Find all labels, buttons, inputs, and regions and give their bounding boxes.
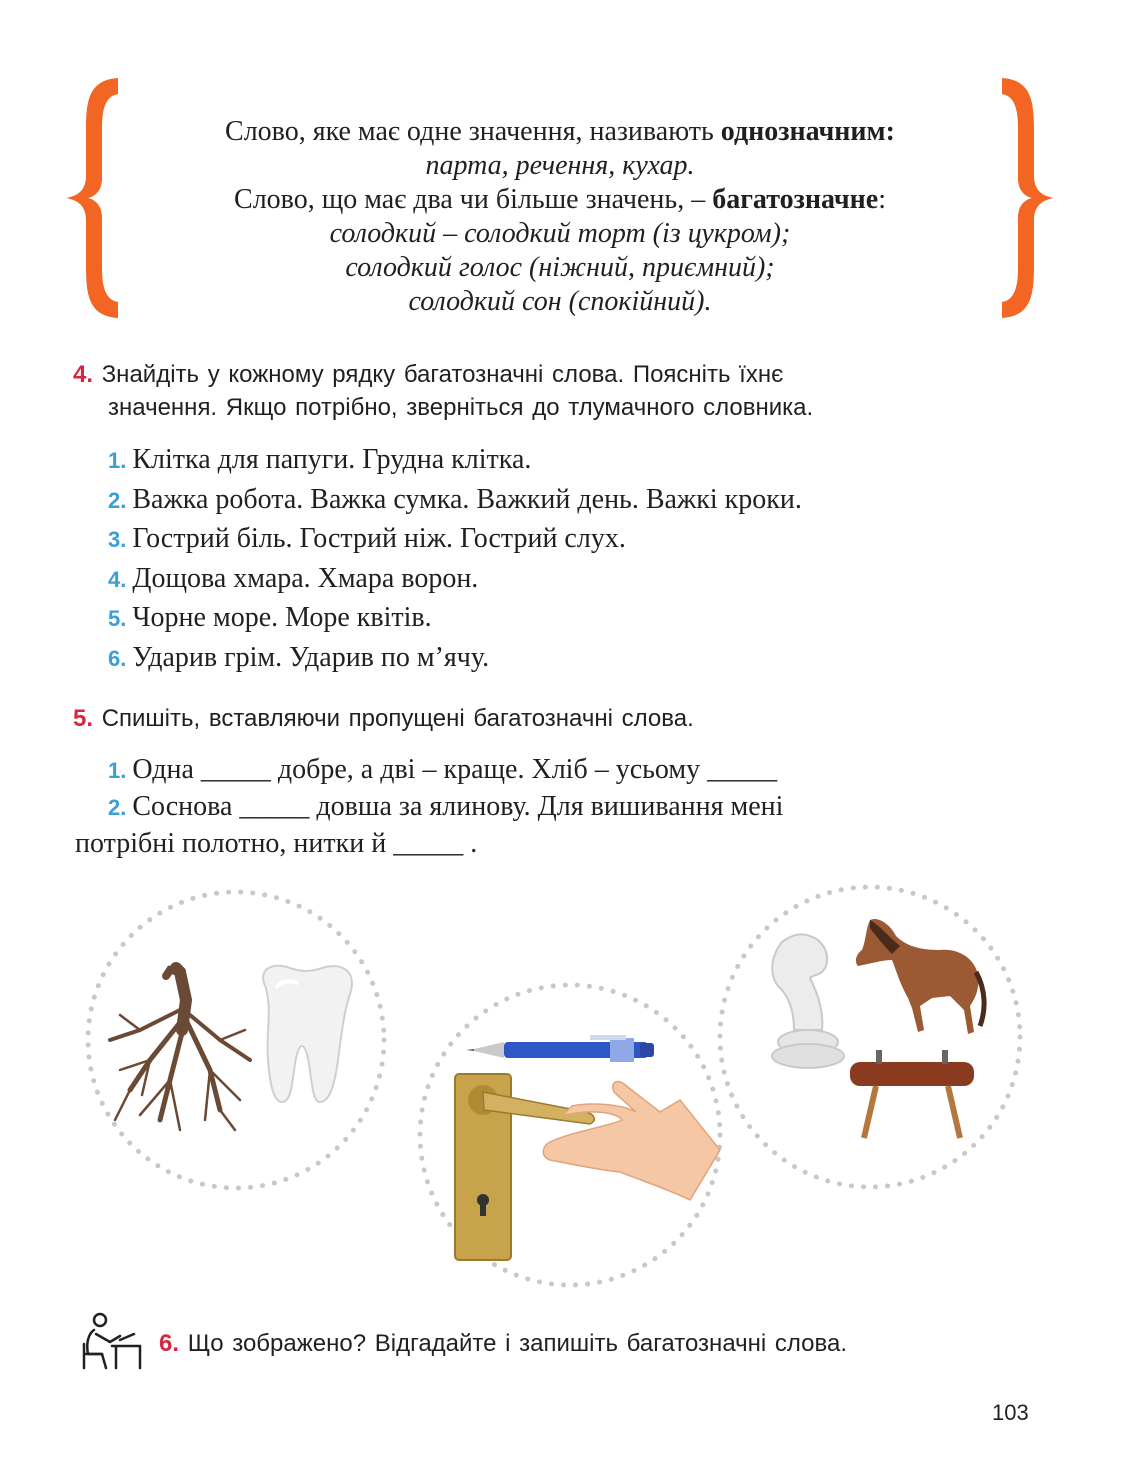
sentence-1: 1. Одна _____ добре, а дві – краще. Хліб – усьому _____ (108, 754, 778, 785)
rule-line-2: парта, речення, кухар. (425, 150, 695, 181)
task-5-text (75, 752, 1075, 862)
rule-box (120, 115, 1000, 319)
horse-icon (856, 919, 984, 1034)
task-6-heading: 6. Що зображено? Відгадайте і запишіть багатозначні слова. (159, 1330, 848, 1357)
sentence-2: 2. Соснова _____ довша за ялинову. Для вишивання мені (108, 791, 784, 822)
task-number: 4. (73, 361, 94, 388)
task-4-heading: 4. Знайдіть у кожному рядку багатозначні слова. Поясніть їхнє значення. Якщо потрібно, зверніться до тлумачного словника. (73, 361, 814, 421)
right-brace-icon (998, 72, 1058, 324)
list-item: 2. Важка робота. Важка сумка. Важкий день. Важкі кроки. (108, 483, 802, 515)
rule-line-1: Слово, яке має одне значення, називають однозначним: (225, 116, 895, 147)
pommel-horse-icon (850, 1050, 974, 1138)
rule-line-3: Слово, що має два чи більше значень, – багатозначне: (234, 184, 886, 215)
hand-icon (543, 1082, 720, 1200)
list-item: 5. Чорне море. Море квітів. (108, 602, 432, 634)
list-item: 3. Гострий біль. Гострий ніж. Гострий слух. (108, 523, 626, 555)
illustrations (70, 880, 1050, 1300)
root-icon (110, 968, 250, 1130)
list-item: 6. Ударив грім. Ударив по м’ячу. (108, 641, 490, 673)
tooth-icon (263, 966, 352, 1102)
page-number: 103 (992, 1400, 1029, 1425)
writing-student-icon (80, 1310, 144, 1372)
chess-knight-icon (772, 934, 844, 1068)
left-brace-icon (62, 72, 122, 324)
list-item: 4. Дощова хмара. Хмара ворон. (108, 562, 479, 594)
door-handle-icon (455, 1074, 594, 1260)
list-item: 1. Клітка для папуги. Грудна клітка. (108, 444, 532, 475)
rule-line-5: солодкий голос (ніжний, приємний); (345, 252, 775, 283)
task-5-heading: 5. Спишіть, вставляючи пропущені багатозначні слова. (73, 705, 694, 732)
pen-icon (466, 1035, 654, 1062)
rule-line-6: солодкий сон (спокійний). (408, 286, 712, 317)
sentence-2-cont: потрібні полотно, нитки й _____ . (75, 828, 478, 859)
task-4-items (108, 440, 802, 678)
rule-line-4: солодкий – солодкий торт (із цукром); (329, 218, 791, 249)
